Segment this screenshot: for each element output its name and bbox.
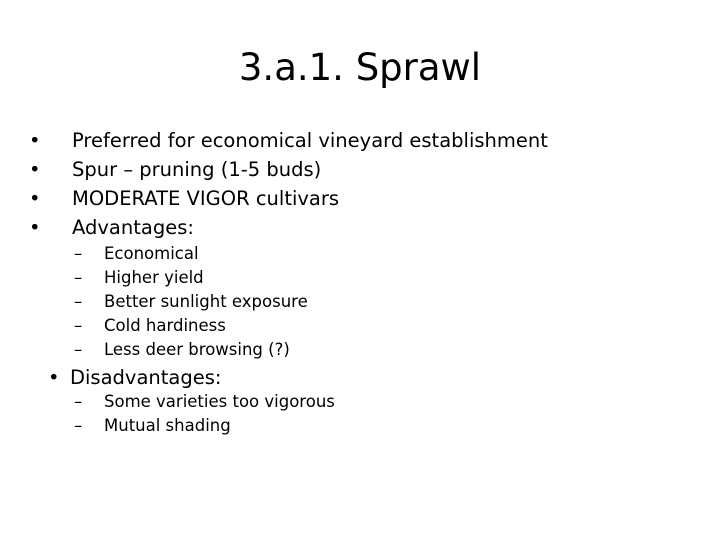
dash-marker: – bbox=[74, 244, 83, 263]
sub-bullet-advantage bbox=[74, 290, 474, 314]
sub-bullet-text: Less deer browsing (?) bbox=[104, 340, 290, 359]
dash-marker: – bbox=[74, 268, 83, 287]
sub-bullet-text: Better sunlight exposure bbox=[104, 292, 308, 311]
bullet-marker: • bbox=[29, 187, 41, 210]
sub-bullet-text: Economical bbox=[104, 244, 199, 263]
sub-bullet-text: Some varieties too vigorous bbox=[104, 392, 335, 411]
sub-bullet-text: Mutual shading bbox=[104, 416, 231, 435]
dash-marker: – bbox=[74, 316, 83, 335]
bullet-point bbox=[29, 214, 629, 242]
sub-bullet-advantage bbox=[74, 242, 474, 266]
bullet-marker: • bbox=[29, 129, 41, 152]
dash-marker: – bbox=[74, 292, 83, 311]
bullet-point bbox=[29, 185, 629, 213]
bullet-text: Disadvantages: bbox=[70, 366, 222, 389]
dash-marker: – bbox=[74, 392, 83, 411]
sub-bullet-advantage bbox=[74, 338, 474, 362]
dash-marker: – bbox=[74, 340, 83, 359]
bullet-point bbox=[29, 127, 629, 155]
sub-bullet-advantage bbox=[74, 314, 474, 338]
bullet-text: Advantages: bbox=[72, 216, 194, 239]
dash-marker: – bbox=[74, 416, 83, 435]
bullet-point-disadvantages bbox=[48, 364, 548, 392]
bullet-text: Spur – pruning (1-5 buds) bbox=[72, 158, 322, 181]
bullet-text: MODERATE VIGOR cultivars bbox=[72, 187, 340, 210]
sub-bullet-text: Cold hardiness bbox=[104, 316, 226, 335]
sub-bullet-disadvantage bbox=[74, 414, 474, 438]
sub-bullet-text: Higher yield bbox=[104, 268, 204, 287]
bullet-text: Preferred for economical vineyard establishment bbox=[72, 129, 548, 152]
bullet-marker: • bbox=[29, 216, 41, 239]
sub-bullet-advantage bbox=[74, 266, 474, 290]
bullet-marker: • bbox=[29, 158, 41, 181]
slide-title: 3.a.1. Sprawl bbox=[238, 46, 482, 89]
bullet-point bbox=[29, 156, 629, 184]
sub-bullet-disadvantage bbox=[74, 390, 474, 414]
bullet-marker: • bbox=[48, 366, 60, 389]
